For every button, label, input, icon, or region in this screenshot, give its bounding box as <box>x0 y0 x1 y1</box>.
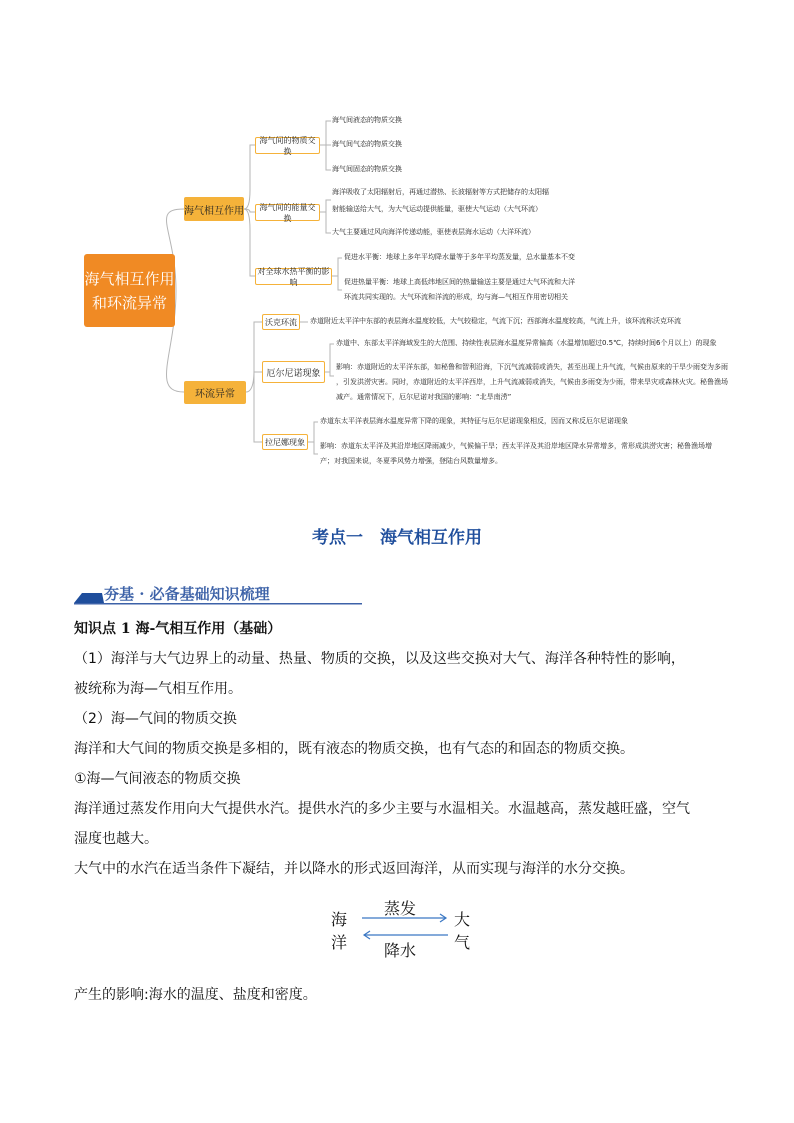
leaf-gas-exchange: 海气间气态的物质交换 <box>332 140 402 148</box>
knowledge-point-title: 知识点 1 海-气相互作用（基础） <box>74 621 282 637</box>
paragraph-3: 海洋和大气间的物质交换是多相的，既有液态的物质交换，也有气态的和固态的物质交换。 <box>74 741 634 757</box>
leaf-water-balance: 促进水平衡：地球上多年平均降水量等于多年平均蒸发量，总水量基本不变 <box>344 253 575 261</box>
leaf-liquid-exchange: 海气间液态的物质交换 <box>332 116 402 124</box>
branch-circulation-anomaly: 环流异常 <box>184 381 246 404</box>
paragraph-4: ①海—气间液态的物质交换 <box>74 771 241 787</box>
mind-map-root <box>84 254 175 327</box>
leaf-heat-balance-2: 环流共同实现的。大气环流和洋流的形成，均与海—气相互作用密切相关 <box>344 293 568 301</box>
mind-map <box>0 0 794 490</box>
paragraph-7: 产生的影响:海水的温度、盐度和密度。 <box>74 987 317 1003</box>
page-heading: 考点一 海气相互作用 <box>312 528 482 548</box>
sub-walker-circulation: 沃克环流 <box>262 314 300 330</box>
sub-energy-exchange: 海气间的能量交换 <box>255 204 320 221</box>
leaf-el-nino-1: 赤道中、东部太平洋海域发生的大范围、持续性表层海水温度异常偏高（水温增加超过0.5℃，持续时间6个月以上）的现象 <box>336 339 717 347</box>
leaf-el-nino-3: ，引发洪涝灾害。同时，赤道附近的太平洋西岸，上升气流减弱或消失，气候由多雨变为少雨，带来旱灾或森林火灾。秘鲁渔场 <box>336 378 728 386</box>
leaf-la-nina-1: 赤道东太平洋表层海水温度异常下降的现象，其特征与厄尔尼诺现象相反，因而又称反厄尔尼诺现象 <box>320 417 628 425</box>
diagram-air-top: 大 <box>454 910 471 929</box>
paragraph-5-line-2: 湿度也越大。 <box>74 831 158 847</box>
leaf-heat-balance-1: 促进热量平衡：地球上高低纬地区间的热量输送主要是通过大气环流和大洋 <box>344 278 575 286</box>
paragraph-1-line-1: （1）海洋与大气边界上的动量、热量、物质的交换，以及这些交换对大气、海洋各种特性的影响， <box>74 651 685 667</box>
diagram-ocean-top: 海 <box>331 910 348 929</box>
sub-el-nino: 厄尔尼诺现象 <box>262 361 325 383</box>
leaf-el-nino-4: 减产。通常情况下，厄尔尼诺对我国的影响：“北旱南涝” <box>336 393 512 401</box>
diagram-evaporation-label: 蒸发 <box>384 899 417 918</box>
branch-air-sea-interaction: 海气相互作用 <box>184 197 244 221</box>
sub-la-nina: 拉尼娜现象 <box>262 434 308 450</box>
sub-water-heat-balance: 对全球水热平衡的影响 <box>255 268 332 285</box>
diagram-ocean-bottom: 洋 <box>331 933 348 952</box>
root-line-2: 和环流异常 <box>91 293 167 312</box>
leaf-energy-2: 射能输送给大气，为大气运动提供能量，驱使大气运动（大气环流） <box>332 205 542 213</box>
paragraph-6: 大气中的水汽在适当条件下凝结，并以降水的形式返回海洋，从而实现与海洋的水分交换。 <box>74 861 634 877</box>
diagram-air-bottom: 气 <box>454 933 471 952</box>
paragraph-1-line-2: 被统称为海—气相互作用。 <box>74 681 242 697</box>
leaf-el-nino-2: 影响：赤道附近的太平洋东部，如秘鲁和智利沿海，下沉气流减弱或消失，甚至出现上升气流，气候由原来的干旱少雨变为多雨 <box>336 363 728 371</box>
section-title: 夯基 · 必备基础知识梳理 <box>104 585 270 603</box>
paragraph-2: （2）海—气间的物质交换 <box>74 711 237 727</box>
leaf-energy-1: 海洋吸收了太阳辐射后，再通过潜热、长波辐射等方式把储存的太阳辐 <box>332 188 549 196</box>
root-line-1: 海气相互作用 <box>84 269 175 288</box>
leaf-walker: 赤道附近太平洋中东部的表层海水温度较低，大气较稳定，气流下沉；西部海水温度较高，气流上升，该环流称沃克环流 <box>310 317 681 325</box>
diagram-precipitation-label: 降水 <box>384 941 417 960</box>
paragraph-5-line-1: 海洋通过蒸发作用向大气提供水汽。提供水汽的多少主要与水温相关。水温越高，蒸发越旺盛，空气 <box>74 801 690 817</box>
diagram-arrows <box>360 913 450 941</box>
leaf-solid-exchange: 海气间固态的物质交换 <box>332 165 402 173</box>
leaf-la-nina-3: 产；对我国来说，冬夏季风势力增强，登陆台风数量增多。 <box>320 457 502 465</box>
leaf-energy-3: 大气主要通过风向海洋传递动能，驱使表层海水运动（大洋环流） <box>332 228 535 236</box>
leaf-la-nina-2: 影响：赤道东太平洋及其沿岸地区降雨减少，气候偏干旱；西太平洋及其沿岸地区降水异常增多，常形成洪涝灾害；秘鲁渔场增 <box>320 442 712 450</box>
sub-material-exchange: 海气间的物质交换 <box>255 137 320 154</box>
